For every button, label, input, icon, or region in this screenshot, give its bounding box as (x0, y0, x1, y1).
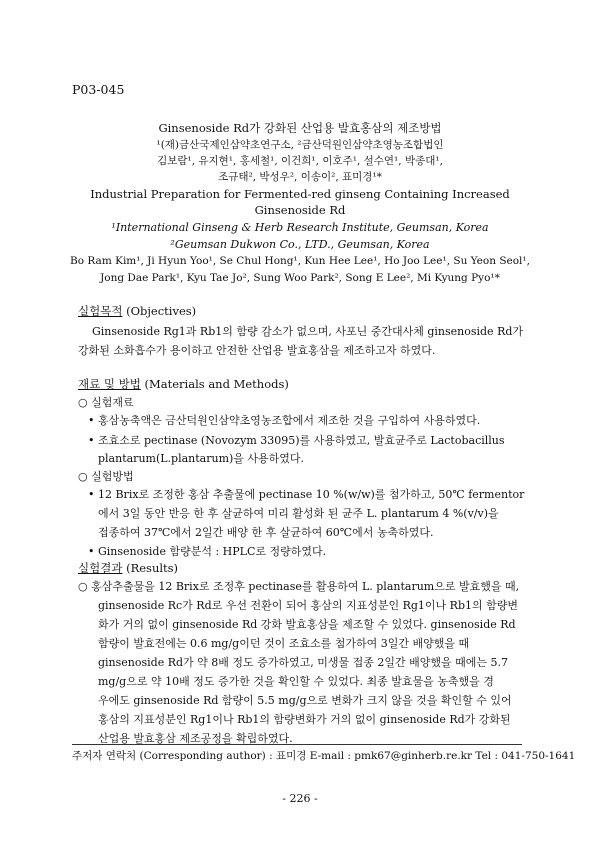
methods-subheading: ○ 실험방법 (78, 470, 134, 483)
title-english-line-1: Industrial Preparation for Fermented-red ginseng Containing Increased (90, 187, 510, 201)
authors-korean-line-1: 김보람¹, 유지현¹, 홍세철¹, 이건희¹, 이호주¹, 설수연¹, 박종대¹, (157, 155, 443, 167)
methods-bullet-1-line-1: • 12 Brix로 조정한 홍삼 추출물에 pectinase 10 %(w/w)를 첨가하고, 50℃ fermentor (88, 488, 525, 501)
methods-bullet-2: • Ginsenoside 함량분석 : HPLC로 정량하였다. (88, 545, 327, 558)
objectives-heading-en: (Objectives) (122, 304, 197, 318)
results-line-8: 홍삼의 지표성분인 Rg1이나 Rb1의 함량변화가 거의 없이 ginsenoside Rd가 강화된 (98, 713, 511, 726)
methods-heading-en: (Materials and Methods) (140, 377, 289, 391)
title-korean: Ginsenoside Rd가 강화된 산업용 발효홍삼의 제조방법 (158, 121, 442, 135)
methods-bullet-1-line-2: 에서 3일 동안 반응 한 후 살균하여 미리 활성화 된 균주 L. plantarum 4 %(v/v)을 (98, 507, 499, 520)
methods-bullet-1-line-3: 접종하여 37℃에서 2일간 배양 한 후 살균하여 60℃에서 농축하였다. (98, 526, 434, 539)
materials-bullet-2-line-1: • 조효소로 pectinase (Novozym 33095)를 사용하였고, 발효균주로 Lactobacillus (88, 434, 505, 447)
results-heading-kr: 실험결과 (78, 561, 123, 575)
results-line-6: mg/g으로 약 10배 정도 증가한 것을 확인할 수 있었다. 최종 발효물을 농축했을 경 (98, 675, 494, 688)
results-line-9: 산업용 발효홍삼 제조공정을 확립하였다. (98, 732, 293, 745)
footnote-divider (72, 744, 522, 745)
authors-korean-line-2: 조규태², 박성우², 이송이², 표미경¹* (218, 171, 382, 183)
results-line-4: 함량이 발효전에는 0.6 mg/g이던 것이 조효소를 첨가하여 3일간 배양했을 때 (98, 637, 470, 650)
objectives-line-2: 강화된 소화흡수가 용이하고 안전한 산업용 발효홍삼을 제조하고자 하였다. (78, 344, 436, 357)
results-line-2: ginsenoside Rc가 Rd로 우선 전환이 되어 홍삼의 지표성분인 Rg1이나 Rb1의 함량변 (98, 599, 518, 612)
objectives-line-1: Ginsenoside Rg1과 Rb1의 함량 감소가 없으며, 사포닌 중간대사체 ginsenoside Rd가 (92, 325, 524, 338)
materials-subheading: ○ 실험재료 (78, 396, 134, 409)
objectives-heading (78, 303, 196, 319)
authors-english-line-2: Jong Dae Park¹, Kyu Tae Jo², Sung Woo Park², Song E Lee², Mi Kyung Pyo¹* (100, 272, 500, 284)
objectives-heading-kr: 실험목적 (78, 304, 123, 318)
corresponding-author-footnote: 주저자 연락처 (Corresponding author) : 표미경 E-mail : pmk67@ginherb.re.kr Tel : 041-750-1641 (72, 750, 576, 762)
affiliation-english-2: ²Geumsan Dukwon Co., LTD., Geumsan, Korea (170, 238, 430, 251)
abstract-code: P03-045 (72, 82, 125, 97)
results-line-3: 화가 거의 없이 ginsenoside Rd 강화 발효홍삼을 제조할 수 있었다. ginsenoside Rd (98, 618, 516, 631)
page-number: - 226 - (282, 792, 318, 805)
methods-heading-kr: 재료 및 방법 (78, 377, 141, 391)
title-english-line-2: Ginsenoside Rd (254, 203, 346, 217)
results-heading (78, 560, 178, 576)
materials-bullet-2-line-2: plantarum(L.plantarum)을 사용하였다. (98, 452, 305, 465)
results-line-5: ginsenoside Rd가 약 8배 정도 증가하였고, 미생물 접종 2일간 배양했을 때에는 5.7 (98, 656, 509, 669)
affiliation-english-1: ¹International Ginseng & Herb Research Institute, Geumsan, Korea (111, 221, 489, 234)
results-heading-en: (Results) (122, 561, 179, 575)
authors-english-line-1: Bo Ram Kim¹, Ji Hyun Yoo¹, Se Chul Hong¹, Kun Hee Lee¹, Ho Joo Lee¹, Su Yeon Seol¹, (70, 255, 530, 267)
results-line-1: ○ 홍삼추출물을 12 Brix로 조정후 pectinase를 활용하여 L. plantarum으로 발효했을 때, (78, 580, 520, 593)
methods-heading (78, 376, 289, 392)
affiliation-korean: ¹(재)금산국제인삼약초연구소, ²금산덕원인삼약초영농조합법인 (156, 139, 444, 151)
results-line-7: 우에도 ginsenoside Rd 함량이 5.5 mg/g으로 변화가 크지 않을 것을 확인할 수 있어 (98, 694, 512, 707)
materials-bullet-1: • 홍삼농축액은 금산덕원인삼약초영농조합에서 제조한 것을 구입하여 사용하였다. (88, 414, 481, 427)
